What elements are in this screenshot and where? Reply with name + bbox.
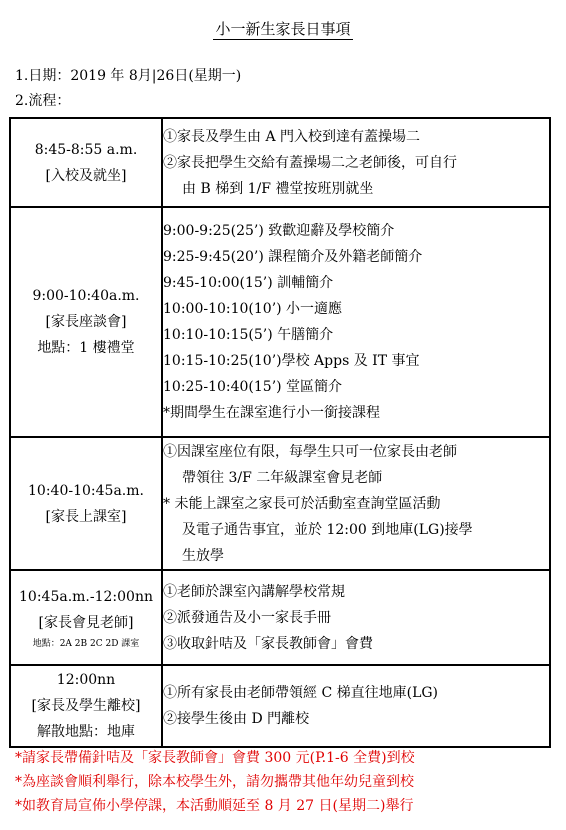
time-label: 9:00-10:40a.m.	[32, 288, 140, 304]
detail-line: *期間學生在課室進行小一銜接課程	[163, 405, 380, 421]
detail-line: 帶領往 3/F 二年級課室會見老師	[182, 469, 383, 486]
document-title	[0, 19, 566, 39]
detail-line: ①所有家長由老師帶領經 C 梯直往地庫(LG)	[163, 685, 439, 701]
detail-cell	[162, 437, 550, 570]
detail-line: ②家長把學生交給有蓋操場二之老師後，可自行	[163, 154, 457, 171]
location-label: 地點：2A 2B 2C 2D 課室	[32, 638, 140, 649]
detail-line: * 未能上課室之家長可於活動室查詢堂區活動	[163, 495, 441, 512]
note-line: *為座談會順利舉行，除本校學生外，請勿攜帶其他年幼兒童到校	[15, 774, 414, 790]
session-label: [家長上課室]	[45, 508, 127, 525]
location-label: 解散地點：地庫	[37, 724, 135, 740]
detail-line: 9:45-10:00(15’) 訓輔簡介	[163, 275, 334, 291]
detail-line: ②派發通告及小一家長手冊	[163, 609, 331, 626]
notes-section	[15, 746, 415, 818]
session-label: [家長座談會]	[45, 314, 127, 330]
note-line: *請家長帶備針咭及「家長教師會」會費 300 元(P.1-6 全費)到校	[15, 750, 415, 766]
session-label: [家長會見老師]	[38, 614, 134, 631]
time-label: 12:00nn	[56, 672, 116, 688]
detail-cell	[162, 665, 550, 747]
detail-line: 10:15-10:25(10’)學校 Apps 及 IT 事宜	[163, 353, 420, 369]
time-cell	[10, 207, 162, 437]
detail-line: 10:10-10:15(5’) 午膳簡介	[163, 327, 334, 343]
flow-line: 2.流程：	[15, 93, 71, 109]
time-label: 10:40-10:45a.m.	[28, 482, 144, 499]
detail-line: 由 B 梯到 1/F 禮堂按班別就坐	[182, 180, 374, 197]
schedule-row-dismissal	[10, 665, 550, 747]
detail-line: ①老師於課室內講解學校常規	[163, 583, 345, 600]
schedule-row-classroom	[10, 437, 550, 570]
detail-line: ①因課室座位有限，每學生只可一位家長由老師	[163, 443, 457, 460]
location-label: 地點：1 樓禮堂	[37, 340, 135, 356]
detail-line: 生放學	[182, 547, 224, 564]
time-label: 10:45a.m.-12:00nn	[19, 588, 153, 605]
schedule-row-seminar	[10, 207, 550, 437]
session-label: [入校及就坐]	[45, 167, 127, 184]
detail-line: ③收取針咭及「家長教師會」會費	[163, 635, 373, 652]
schedule-row-meet-teacher	[10, 570, 550, 665]
detail-cell	[162, 118, 550, 207]
schedule-table	[9, 117, 551, 748]
detail-line: 9:00-9:25(25’) 致歡迎辭及學校簡介	[163, 223, 395, 239]
time-label: 8:45-8:55 a.m.	[34, 141, 138, 158]
detail-line: ①家長及學生由 A 門入校到達有蓋操場二	[163, 128, 421, 145]
time-cell	[10, 437, 162, 570]
note-line: *如教育局宣佈小學停課，本活動順延至 8 月 27 日(星期二)舉行	[15, 798, 414, 814]
session-label: [家長及學生離校]	[31, 698, 141, 714]
detail-cell	[162, 570, 550, 665]
title-text: 小一新生家長日事項	[215, 20, 351, 38]
detail-line: 9:25-9:45(20’) 課程簡介及外籍老師簡介	[163, 249, 423, 265]
detail-line: ②接學生後由 D 門離校	[163, 711, 310, 727]
detail-line: 10:00-10:10(10’) 小一適應	[163, 301, 343, 317]
time-cell	[10, 118, 162, 207]
date-line: 1.日期：2019 年 8月|26日(星期一)	[15, 68, 242, 84]
detail-line: 及電子通告事宜，並於 12:00 到地庫(LG)接學	[182, 521, 473, 538]
detail-line: 10:25-10:40(15’) 堂區簡介	[163, 379, 343, 395]
time-cell	[10, 570, 162, 665]
time-cell	[10, 665, 162, 747]
detail-cell	[162, 207, 550, 437]
schedule-row-arrival	[10, 118, 550, 207]
